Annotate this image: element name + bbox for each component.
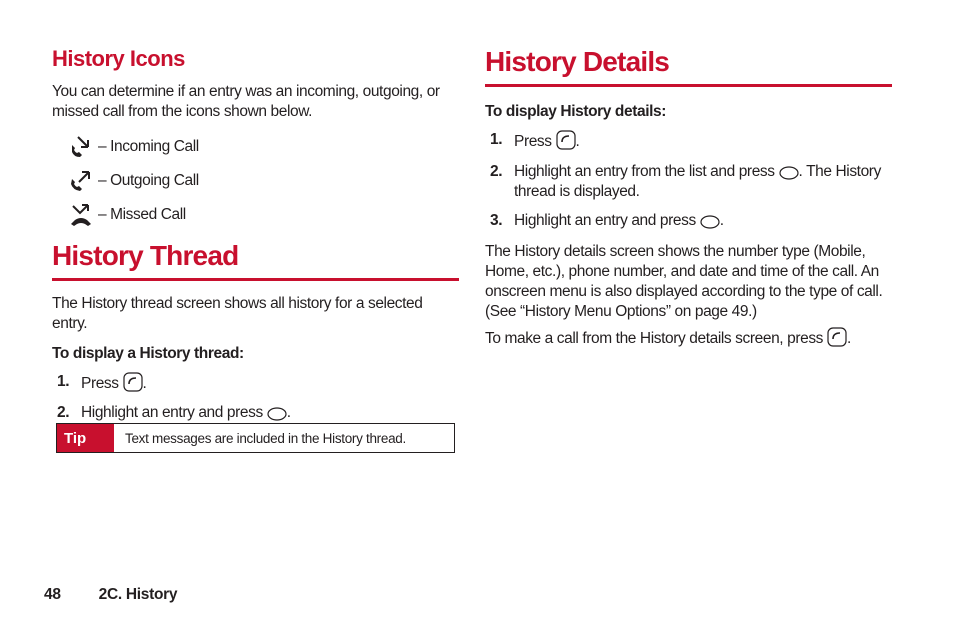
talk-key-icon bbox=[123, 372, 143, 392]
right-column bbox=[485, 46, 892, 349]
tip-text: Text messages are included in the History thread. bbox=[125, 430, 406, 446]
details-steps bbox=[485, 130, 892, 231]
icon-list bbox=[52, 130, 459, 232]
missed-call-icon bbox=[68, 202, 94, 228]
icon-row-incoming bbox=[52, 130, 459, 164]
ok-key-icon bbox=[779, 164, 799, 180]
thread-step-2: 2. Highlight an entry and press . bbox=[57, 404, 291, 421]
left-column bbox=[52, 46, 459, 423]
outgoing-call-icon bbox=[68, 168, 94, 194]
details-paragraph: The History details screen shows the number type (Mobile, Home, etc.), phone number, and date and time of the call. An onscreen menu is also displayed according to the type of call. (See “History Menu Options” on page 49.) bbox=[485, 243, 883, 320]
talk-key-icon bbox=[556, 130, 576, 150]
details-procedure-label: To display History details: bbox=[485, 103, 666, 120]
details-step-2: 2. Highlight an entry from the list and press . The History thread is displayed. bbox=[490, 163, 881, 200]
icon-label-incoming: – Incoming Call bbox=[98, 138, 199, 155]
icon-label-outgoing: – Outgoing Call bbox=[98, 172, 199, 189]
thread-procedure-label: To display a History thread: bbox=[52, 345, 244, 362]
history-icons-intro: You can determine if an entry was an incoming, outgoing, or missed call from the icons shown below. bbox=[52, 83, 440, 120]
details-step-3: 3. Highlight an entry and press . bbox=[490, 212, 724, 229]
talk-key-icon bbox=[827, 327, 847, 347]
tip-label: Tip bbox=[57, 424, 114, 452]
history-details-heading: History Details bbox=[485, 46, 892, 87]
icon-row-missed bbox=[52, 198, 459, 232]
incoming-call-icon bbox=[68, 134, 94, 160]
icon-row-outgoing bbox=[52, 164, 459, 198]
tip-box bbox=[56, 423, 455, 453]
section-name: 2C. History bbox=[98, 586, 178, 603]
thread-steps bbox=[52, 372, 459, 423]
page-number: 48 bbox=[44, 586, 61, 603]
details-step-1: 1. Press . bbox=[490, 131, 580, 150]
thread-step-1: 1. Press . bbox=[57, 373, 147, 392]
history-thread-heading: History Thread bbox=[52, 240, 459, 281]
call-paragraph: To make a call from the History details screen, press . bbox=[485, 327, 892, 349]
history-icons-heading: History Icons bbox=[52, 46, 185, 71]
ok-key-icon bbox=[700, 213, 720, 229]
ok-key-icon bbox=[267, 405, 287, 421]
icon-label-missed: – Missed Call bbox=[98, 206, 186, 223]
page-footer bbox=[44, 586, 215, 604]
history-thread-intro: The History thread screen shows all history for a selected entry. bbox=[52, 295, 423, 332]
